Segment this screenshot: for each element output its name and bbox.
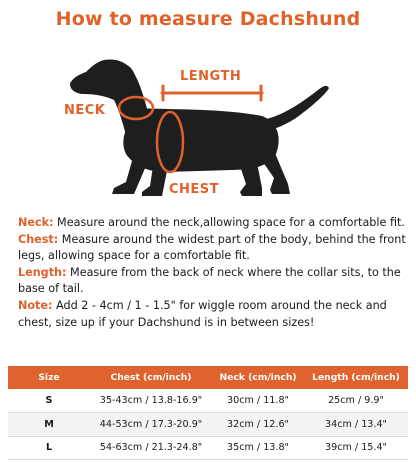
header-neck: Neck (cm/inch) (212, 366, 304, 389)
cell-neck: 32cm / 12.6" (212, 413, 304, 437)
header-chest: Chest (cm/inch) (90, 366, 212, 389)
cell-neck: 35cm / 13.8" (212, 436, 304, 460)
note-text: Add 2 - 4cm / 1 - 1.5" for wiggle room around the neck and chest, size up if your Dachshund is in between sizes! (18, 298, 387, 329)
table-row (8, 389, 408, 413)
table-row (8, 413, 408, 437)
note-text: Measure around the widest part of the body, behind the front legs, allowing space for a comfortable fit. (18, 232, 406, 263)
cell-chest: 35-43cm / 13.8-16.9" (90, 389, 212, 413)
table-header-row (8, 366, 408, 389)
note-neck (18, 215, 406, 232)
cell-size: L (8, 436, 90, 460)
page-title: How to measure Dachshund (55, 8, 361, 30)
note-key: Note: (18, 298, 53, 312)
length-marker (162, 86, 262, 100)
note-key: Length: (18, 265, 67, 279)
note-key: Neck: (18, 216, 54, 229)
length-label: LENGTH (180, 69, 242, 84)
size-chart-table (8, 366, 408, 460)
header-length: Length (cm/inch) (304, 366, 408, 389)
cell-chest: 44-53cm / 17.3-20.9" (90, 413, 212, 437)
cell-length: 34cm / 13.4" (304, 413, 408, 437)
table-row (8, 436, 408, 460)
chest-label: CHEST (169, 182, 220, 197)
note-length (18, 265, 406, 298)
note-text: Measure around the neck,allowing space for a comfortable fit. (53, 216, 405, 229)
header-size: Size (8, 366, 90, 389)
note-text: Measure from the back of neck where the collar sits, to the base of tail. (18, 265, 401, 296)
note-key: Chest: (18, 232, 59, 246)
cell-size: M (8, 413, 90, 437)
cell-length: 39cm / 15.4" (304, 436, 408, 460)
cell-length: 25cm / 9.9" (304, 389, 408, 413)
note-general (18, 298, 406, 331)
measurement-notes (18, 215, 406, 331)
note-chest (18, 232, 406, 265)
cell-neck: 30cm / 11.8" (212, 389, 304, 413)
neck-label: NECK (64, 103, 106, 118)
cell-size: S (8, 389, 90, 413)
cell-chest: 54-63cm / 21.3-24.8" (90, 436, 212, 460)
